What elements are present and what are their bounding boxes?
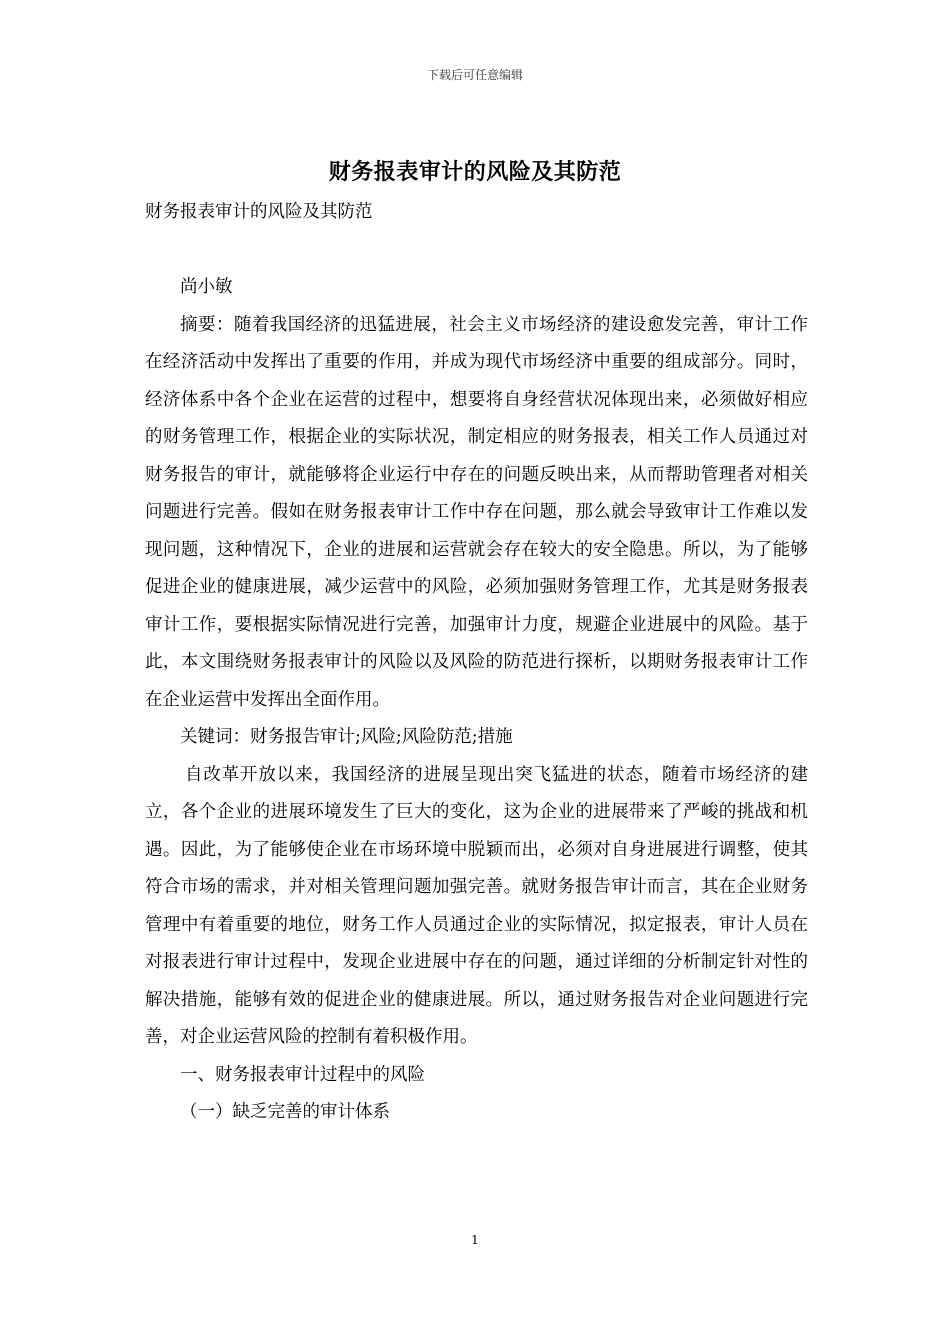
subsection-heading: （一）缺乏完善的审计体系 — [180, 1102, 390, 1122]
document-subtitle: 财务报表审计的风险及其防范 — [145, 202, 373, 222]
author-name: 尚小敏 — [180, 277, 233, 297]
section-heading: 一、财务报表审计过程中的风险 — [180, 1064, 425, 1085]
page-number: 1 — [471, 1233, 479, 1247]
document-title: 财务报表审计的风险及其防范 — [328, 160, 622, 185]
document-body — [145, 194, 808, 1132]
intro-paragraph: 自改革开放以来，我国经济的进展呈现出突飞猛进的状态，随着市场经济的建立，各个企业的进展环境发生了巨大的变化，这为企业的进展带来了严峻的挑战和机遇。因此，为了能够使企业在市场环境中脱颖而出，必须对自身进展进行调整，使其符合市场的需求，并对相关管理问题加强完善。就财务报告审计而言，其在企业财务管理中有着重要的地位，财务工作人员通过企业的实际情况，拟定报表，审计人员在对报表进行审计过程中，发现企业进展中存在的问题，通过详细的分析制定针对性的解决措施，能够有效的促进企业的健康进展。所以，通过财务报告对企业问题进行完善，对企业运营风险的控制有着积极作用。 — [145, 764, 808, 1047]
header-note: 下载后可任意编辑 — [426, 68, 523, 82]
keywords-paragraph: 关键词：财务报告审计;风险;风险防范;措施 — [180, 727, 513, 747]
abstract-paragraph: 摘要：随着我国经济的迅猛进展，社会主义市场经济的建设愈发完善，审计工作在经济活动中发挥出了重要的作用，并成为现代市场经济中重要的组成部分。同时，经济体系中各个企业在运营的过程中，想要将自身经营状况体现出来，必须做好相应的财务管理工作，根据企业的实际状况，制定相应的财务报表，相关工作人员通过对财务报告的审计，就能够将企业运行中存在的问题反映出来，从而帮助管理者对相关问题进行完善。假如在财务报表审计工作中存在问题，那么就会导致审计工作难以发现问题，这种情况下，企业的进展和运营就会存在较大的安全隐患。所以，为了能够促进企业的健康进展，减少运营中的风险，必须加强财务管理工作，尤其是财务报表审计工作，要根据实际情况进行完善，加强审计力度，规避企业进展中的风险。基于此，本文围绕财务报表审计的风险以及风险的防范进行探析，以期财务报表审计工作在企业运营中发挥出全面作用。 — [145, 314, 808, 710]
blank-line — [145, 232, 808, 270]
